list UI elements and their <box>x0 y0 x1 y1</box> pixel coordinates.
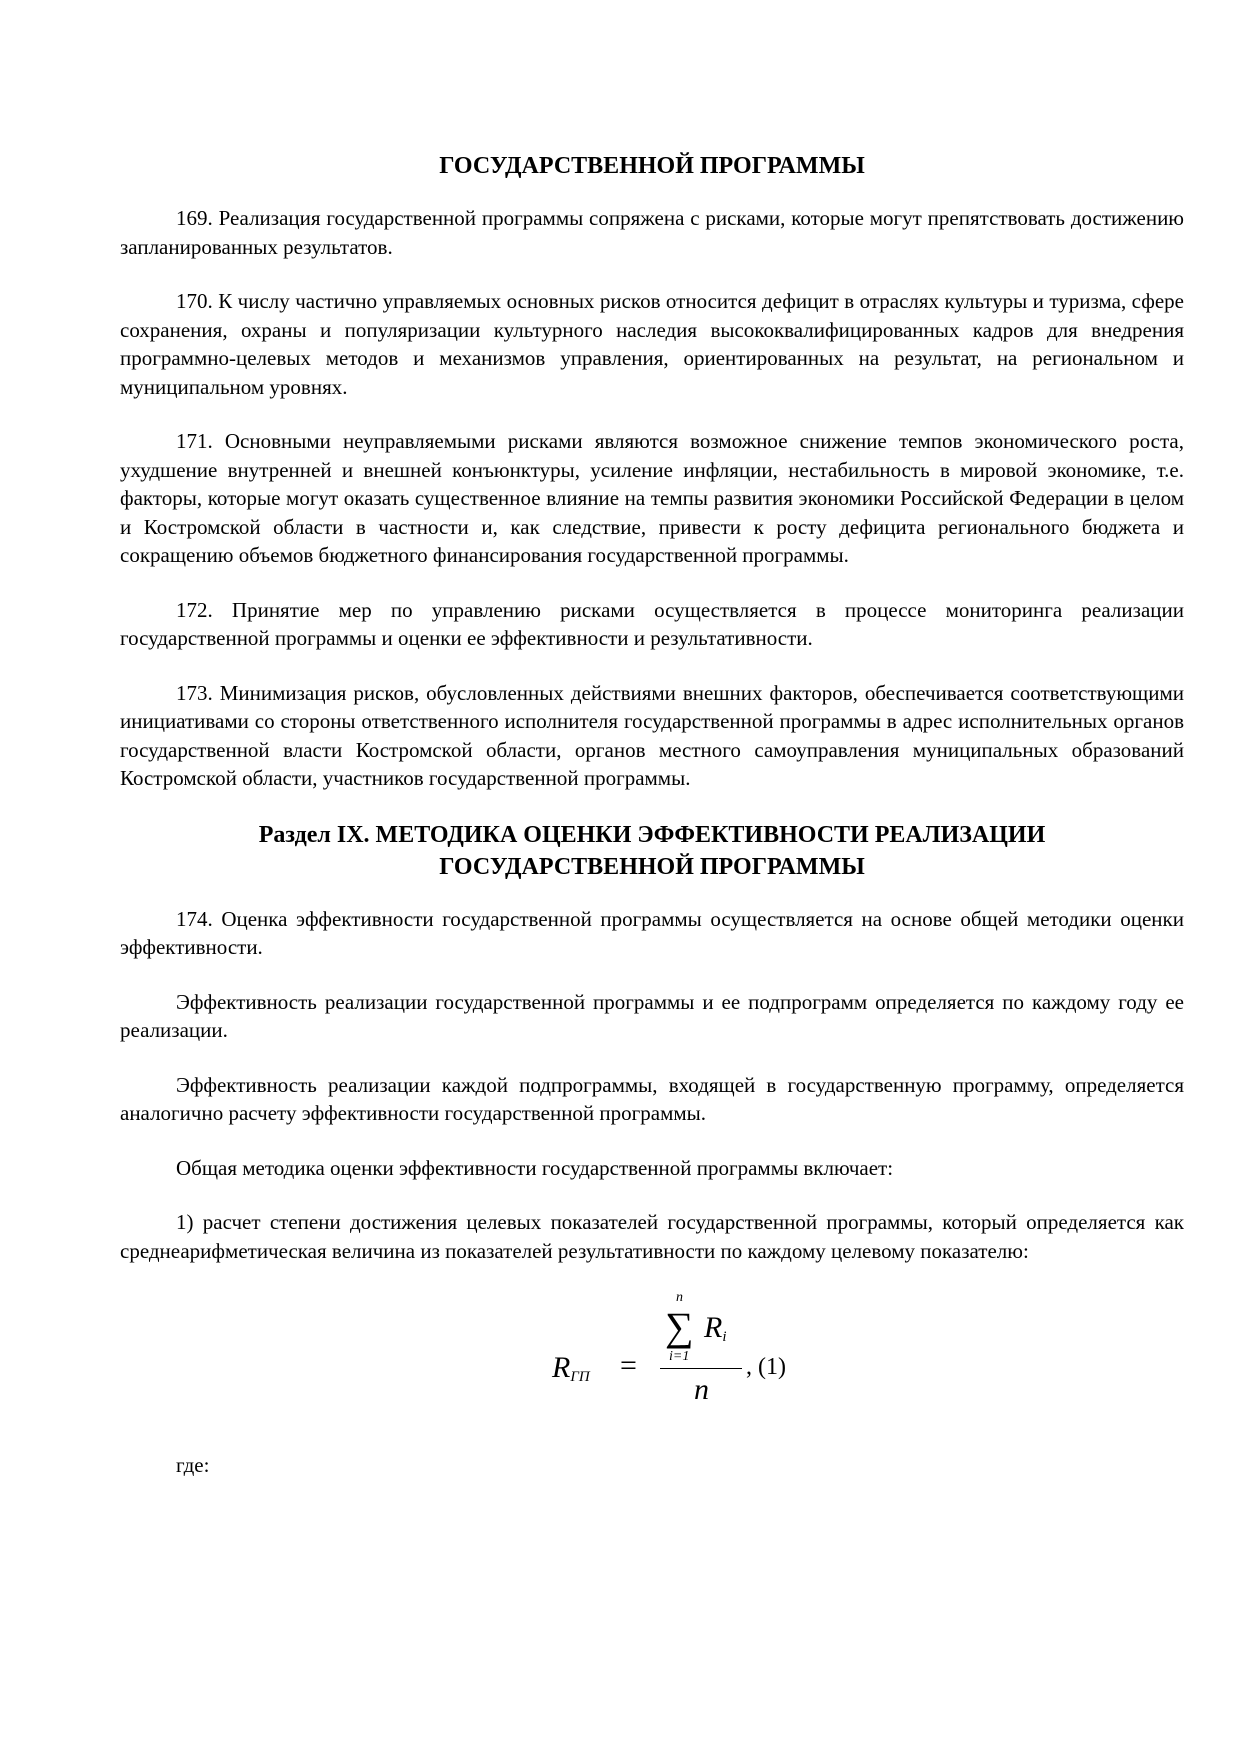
formula-sum-upper: n <box>676 1290 683 1305</box>
section-heading-line1: Раздел IX. МЕТОДИКА ОЦЕНКИ ЭФФЕКТИВНОСТИ РЕАЛИЗАЦИИ <box>258 821 1046 848</box>
formula-sum-lower: i=1 <box>669 1349 690 1364</box>
formula-lhs: $R_{ГП}$ <box>552 1351 590 1385</box>
paragraph-173: 173. Минимизация рисков, обусловленных действиями внешних факторов, обеспечивается соответствующими инициативами со стороны ответственного исполнителя государственной программы в адрес исполнительных органов государственной власти Костромской области, органов местного самоуправления муниципальных образований Костромской области, участников государственной программы. <box>120 680 1184 790</box>
heading-top: ГОСУДАРСТВЕННОЙ ПРОГРАММЫ <box>439 153 865 179</box>
paragraph-item-1: 1) расчет степени достижения целевых показателей государственной программы, который определяется как среднеарифметическая величина из показателей результативности по каждому целевому показателю: <box>120 1210 1184 1263</box>
document-page <box>120 150 1184 1506</box>
paragraph-174: 174. Оценка эффективности государственной программы осуществляется на основе общей методики оценки эффективности. <box>120 906 1184 959</box>
paragraph-subprogram-efficiency: Эффективность реализации каждой подпрограммы, входящей в государственную программу, определяется аналогично расчету эффективности государственной программы. <box>120 1072 1184 1125</box>
paragraph-efficiency-yearly: Эффективность реализации государственной программы и ее подпрограмм определяется по каждому году ее реализации. <box>120 989 1184 1042</box>
fraction-bar <box>660 1368 742 1369</box>
paragraph-170: 170. К числу частично управляемых основных рисков относится дефицит в отраслях культуры и туризма, сфере сохранения, охраны и популяризации культурного наследия высококвалифицированных кадров для внедрения программно-целевых методов и механизмов управления, ориентированных на результат, на региональном и муниципальном уровнях. <box>120 289 1184 399</box>
formula-term: $R_i$ <box>704 1311 727 1345</box>
formula-equals: = <box>620 1349 637 1382</box>
formula-denominator: n <box>694 1373 709 1406</box>
formula-1 <box>120 1291 1184 1411</box>
paragraph-171: 171. Основными неуправляемыми рисками являются возможное снижение темпов экономического роста, ухудшение внутренней и внешней конъюнктуры, усиление инфляции, нестабильность в мировой экономике, т.е. факторы, которые могут оказать существенное влияние на темпы развития экономики Российской Федерации в целом и Костромской области в частности и, как следствие, привести к росту дефицита регионального бюджета и сокращению объемов бюджетного финансирования государственной программы. <box>120 429 1184 567</box>
paragraph-169: 169. Реализация государственной программы сопряжена с рисками, которые могут препятствовать достижению запланированных результатов. <box>120 206 1184 259</box>
paragraph-method-includes: Общая методика оценки эффективности государственной программы включает: <box>176 1155 894 1180</box>
where-label: где: <box>176 1453 210 1477</box>
formula-sum-sign: ∑ <box>665 1304 694 1349</box>
formula-number: , (1) <box>746 1354 786 1380</box>
section-heading <box>120 819 1184 883</box>
section-heading-line2: ГОСУДАРСТВЕННОЙ ПРОГРАММЫ <box>439 853 865 880</box>
paragraph-172: 172. Принятие мер по управлению рисками осуществляется в процессе мониторинга реализации государственной программы и оценки ее эффективности и результативности. <box>120 597 1184 650</box>
